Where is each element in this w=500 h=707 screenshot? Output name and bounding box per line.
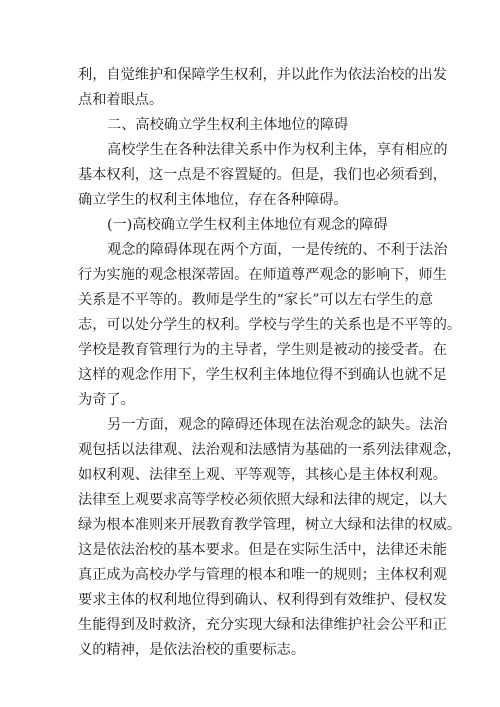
text-line: 生能得到及时救济，充分实现大绿和法律维护社会公平和正 xyxy=(78,617,447,633)
text-line: 关系是不平等的。教师是学生的“家长”可以左右学生的意 xyxy=(78,292,434,308)
text-line: 绿为根本准则来开展教育教学管理，树立大绿和法律的权威。 xyxy=(78,517,462,533)
text-line: 高校学生在各种法律关系中作为权利主体，享有相应的 xyxy=(107,142,448,158)
section-heading: 二、高校确立学生权利主体地位的障碍 xyxy=(107,117,349,133)
text-line: 学校是教育管理行为的主导者，学生则是被动的接受者。在 xyxy=(78,342,447,358)
text-line: 为奇了。 xyxy=(78,392,135,408)
text-line: 行为实施的观念根深蒂固。在师道尊严观念的影响下，师生 xyxy=(78,267,447,283)
text-line: 要求主体的权利地位得到确认、权利得到有效维护、侵权发 xyxy=(78,592,447,608)
text-line: 这是依法治校的基本要求。但是在实际生活中，法律还未能 xyxy=(78,542,447,558)
text-line: 基本权利，这一点是不容置疑的。但是，我们也必须看到， xyxy=(78,167,447,183)
text-line: 真正成为高校办学与管理的根本和唯一的规则；主体权利观 xyxy=(78,567,447,583)
text-line: 观念的障碍体现在两个方面，一是传统的、不利于法治 xyxy=(107,242,448,258)
text-line: 志，可以处分学生的权利。学校与学生的关系也是不平等的。 xyxy=(78,317,462,333)
subsection-heading: (一)高校确立学生权利主体地位有观念的障碍 xyxy=(107,217,388,233)
text-line: 法律至上观要求高等学校必须依照大绿和法律的规定，以大 xyxy=(78,492,447,508)
text-line: 义的精神，是依法治校的重要标志。 xyxy=(78,642,306,658)
text-line: 点和着眼点。 xyxy=(78,92,164,108)
text-line: 如权利观、法律至上观、平等观等，其核心是主体权利观。 xyxy=(78,467,447,483)
text-line: 确立学生的权利主体地位，存在各种障碍。 xyxy=(78,192,348,208)
text-line: 这样的观念作用下，学生权利主体地位得不到确认也就不足 xyxy=(78,367,447,383)
text-line: 另一方面，观念的障碍还体现在法治观念的缺失。法治 xyxy=(107,417,448,433)
text-line: 利，自觉维护和保障学生权利，并以此作为依法治校的出发 xyxy=(78,67,447,83)
text-line: 观包括以法律观、法治观和法感情为基础的一系列法律观念， xyxy=(78,442,462,458)
